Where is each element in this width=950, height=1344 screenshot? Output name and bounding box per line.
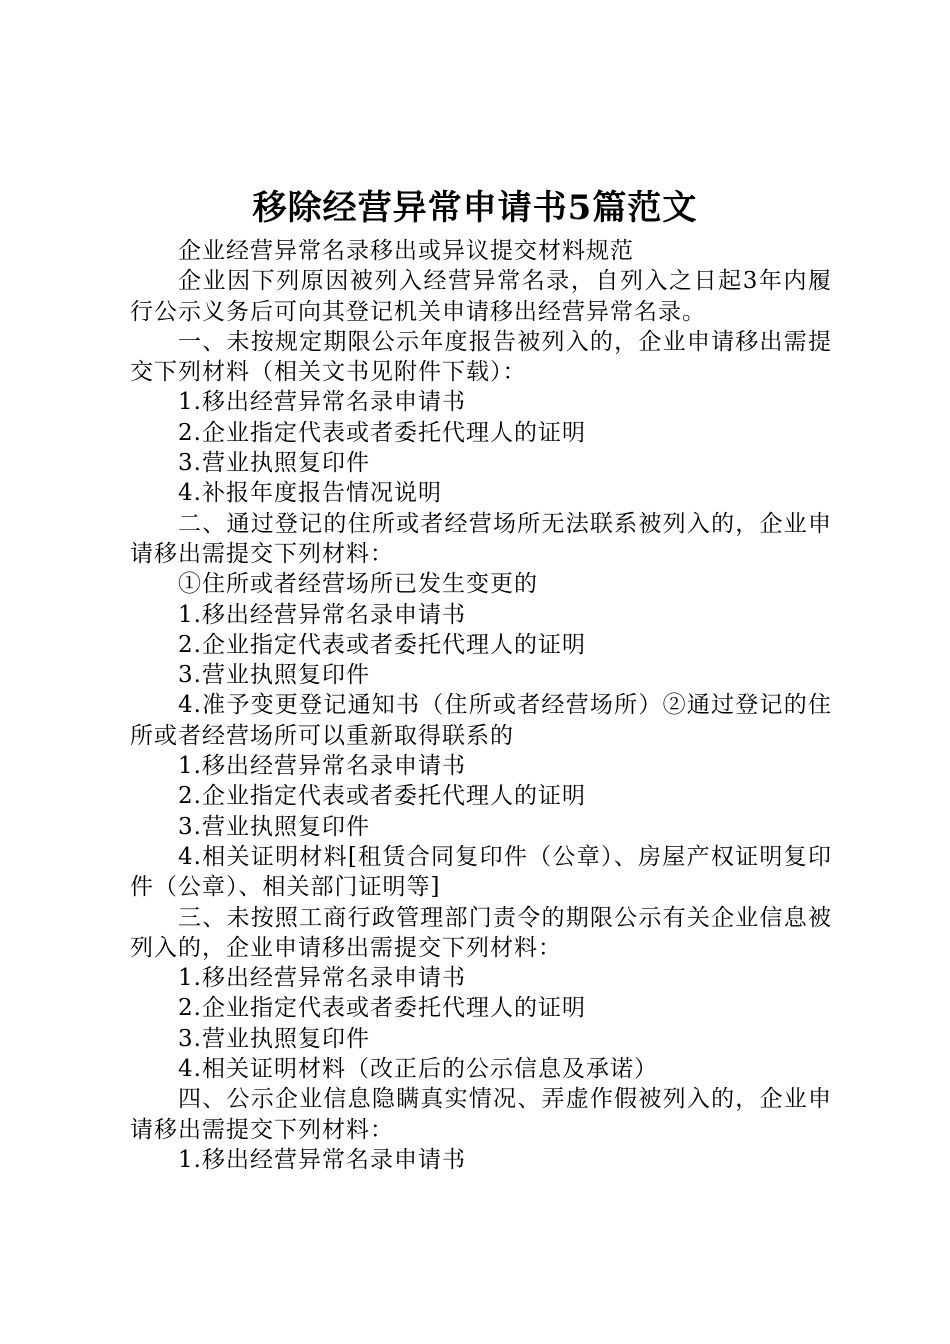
list-item: 3.营业执照复印件 <box>178 450 370 477</box>
document-title: 移除经营异常申请书5篇范文 <box>252 188 698 228</box>
paragraph: 企业经营异常名录移出或异议提交材料规范 <box>178 238 634 264</box>
paragraph: 四、公示企业信息隐瞒真实情况、弄虚作假被列入的，企业申请移出需提交下列材料： <box>130 1086 832 1143</box>
list-item: 4.相关证明材料（改正后的公示信息及承诺） <box>178 1056 658 1083</box>
sub-heading: ①住所或者经营场所已发生变更的 <box>178 571 538 598</box>
document-body <box>130 236 832 1175</box>
paragraph: 企业因下列原因被列入经营异常名录，自列入之日起3年内履行公示义务后可向其登记机关申请移出经营异常名录。 <box>130 268 832 325</box>
list-item: 2.企业指定代表或者委托代理人的证明 <box>178 419 586 446</box>
list-item: 1.移出经营异常名录申请书 <box>178 601 466 628</box>
list-item: 3.营业执照复印件 <box>178 662 370 689</box>
list-item: 4.准予变更登记通知书（住所或者经营场所）②通过登记的住所或者经营场所可以重新取得联系的 <box>130 692 832 749</box>
list-item: 1.移出经营异常名录申请书 <box>178 965 466 992</box>
list-item: 2.企业指定代表或者委托代理人的证明 <box>178 995 586 1022</box>
paragraph: 二、通过登记的住所或者经营场所无法联系被列入的，企业申请移出需提交下列材料： <box>130 510 832 567</box>
list-item: 1.移出经营异常名录申请书 <box>178 389 466 416</box>
paragraph: 一、未按规定期限公示年度报告被列入的，企业申请移出需提交下列材料（相关文书见附件下载）： <box>130 328 832 386</box>
list-item: 1.移出经营异常名录申请书 <box>178 753 466 780</box>
list-item: 4.补报年度报告情况说明 <box>178 480 442 507</box>
list-item: 3.营业执照复印件 <box>178 1025 370 1052</box>
list-item: 3.营业执照复印件 <box>178 813 370 840</box>
paragraph: 三、未按照工商行政管理部门责令的期限公示有关企业信息被列入的，企业申请移出需提交下列材料： <box>130 904 832 961</box>
list-item: 1.移出经营异常名录申请书 <box>178 1146 466 1173</box>
list-item: 2.企业指定代表或者委托代理人的证明 <box>178 783 586 810</box>
list-item: 4.相关证明材料[租赁合同复印件（公章）、房屋产权证明复印件（公章）、相关部门证明等] <box>130 843 832 901</box>
list-item: 2.企业指定代表或者委托代理人的证明 <box>178 631 586 658</box>
